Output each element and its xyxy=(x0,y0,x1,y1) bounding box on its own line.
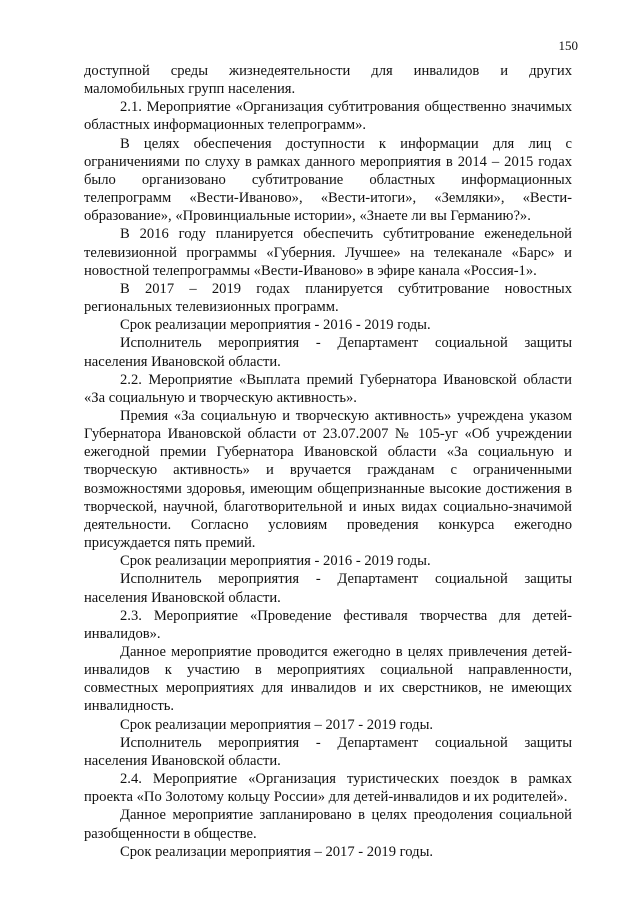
paragraph-11: 2.3. Мероприятие «Проведение фестиваля творчества для детей-инвалидов». xyxy=(84,607,572,642)
paragraph-16: Данное мероприятие запланировано в целях преодоления социальной разобщенности в обществе. xyxy=(84,807,572,842)
paragraph-14: Исполнитель мероприятия - Департамент социальной защиты населения Ивановской области. xyxy=(84,734,572,769)
paragraph-15: 2.4. Мероприятие «Организация туристических поездок в рамках проекта «По Золотому кольцу России» для детей-инвалидов и их родителей». xyxy=(84,771,572,806)
paragraph-3: В 2016 году планируется обеспечить субтитрование еженедельной телевизионной программы «Губерния. Лучшее» на телеканале «Барс» и новостной телепрограммы «Вести-Иваново» в эфире канала «Россия-1». xyxy=(84,226,572,279)
paragraph-8: Премия «За социальную и творческую активность» учреждена указом Губернатора Ивановской области от 23.07.2007 № 105-уг «Об учреждении ежегодной премии Губернатора Ивановской области «За социальную и творческую активность» и вручается гражданам с ограниченными возможностями здоровья, имеющим общепризнанные высокие достижения в творческой, научной, благотворительной и иных видах социально-значимой деятельности. Согласно условиям проведения конкурса ежегодно присуждается пять премий. xyxy=(84,407,572,552)
paragraph-17: Срок реализации мероприятия – 2017 - 2019 годы. xyxy=(120,843,434,860)
paragraph-10: Исполнитель мероприятия - Департамент социальной защиты населения Ивановской области. xyxy=(84,571,572,606)
paragraph-1: 2.1. Мероприятие «Организация субтитрования общественно значимых областных информационных телепрограмм». xyxy=(84,99,572,134)
paragraph-7: 2.2. Мероприятие «Выплата премий Губернатора Ивановской области «За социальную и творческую активность». xyxy=(84,371,572,406)
paragraph-13: Срок реализации мероприятия – 2017 - 2019 годы. xyxy=(120,716,434,733)
page-number: 150 xyxy=(558,38,578,53)
document-body xyxy=(84,62,572,861)
paragraph-5: Срок реализации мероприятия - 2016 - 2019 годы. xyxy=(120,317,431,334)
paragraph-2: В целях обеспечения доступности к информации для лиц с ограничениями по слуху в рамках данного мероприятия в 2014 – 2015 годах было организовано субтитрование областных информационных телепрограмм «Вести-Иваново», «Вести-итоги», «Земляки», «Вести-образование», «Провинциальные истории», «Знаете ли вы Германию?». xyxy=(84,135,572,225)
paragraph-12: Данное мероприятие проводится ежегодно в целях привлечения детей-инвалидов к участию в мероприятиях социальной направленности, совместных мероприятиях для инвалидов и их сверстников, не имеющих инвалидность. xyxy=(84,644,572,715)
paragraph-4: В 2017 – 2019 годах планируется субтитрование новостных региональных телевизионных программ. xyxy=(84,280,572,316)
paragraph-0: доступной среды жизнедеятельности для инвалидов и других маломобильных групп населения. xyxy=(84,63,572,98)
paragraph-6: Исполнитель мероприятия - Департамент социальной защиты населения Ивановской области. xyxy=(84,335,572,370)
paragraph-9: Срок реализации мероприятия - 2016 - 2019 годы. xyxy=(120,553,431,570)
